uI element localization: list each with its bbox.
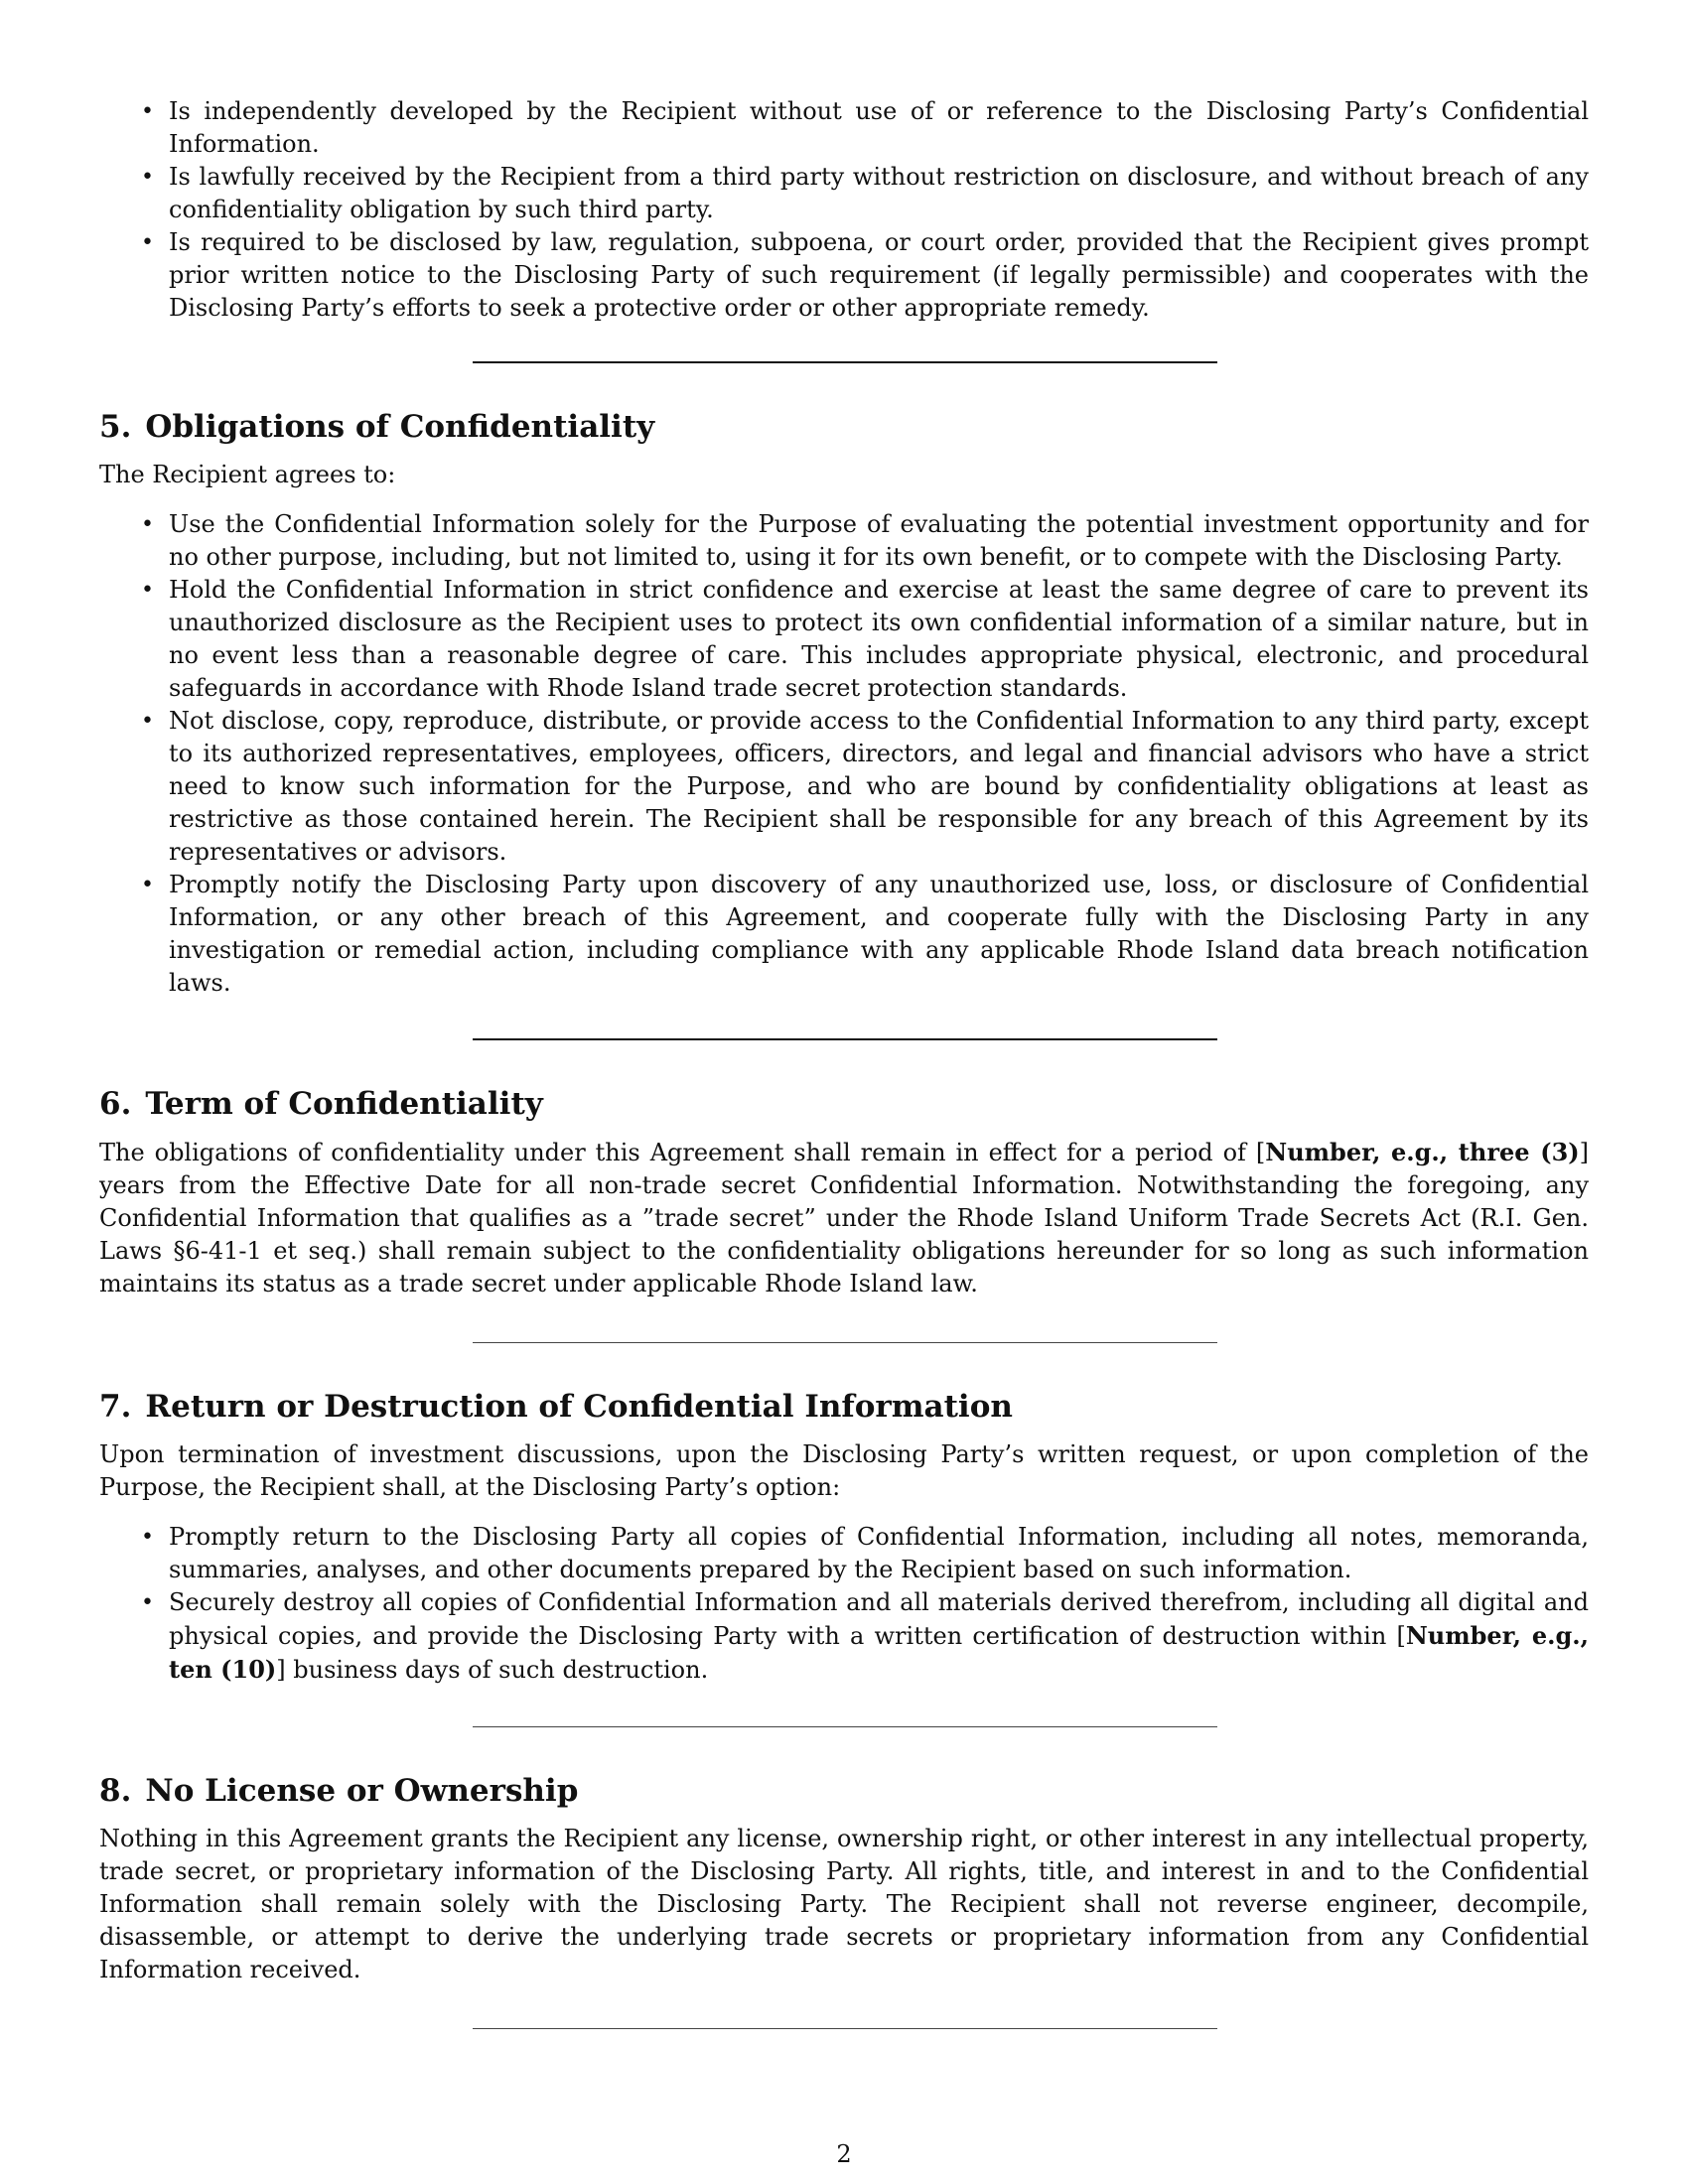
list-item-text: ] business days of such destruction. <box>276 1656 709 1684</box>
list-item: • Is lawfully received by the Recipient from a third party without restriction on disclosure, and without breach of any confidentiality obligation by such third party. <box>169 161 1589 226</box>
section-heading-8 <box>99 1771 1589 1811</box>
section-title: No License or Ownership <box>145 1773 579 1809</box>
list-item: • Is independently developed by the Recipient without use of or reference to the Disclosing Party’s Confidential Information. <box>169 95 1589 161</box>
section-divider <box>473 1038 1217 1040</box>
placeholder-term: Number, e.g., three (3) <box>1265 1138 1580 1166</box>
section-divider <box>473 2028 1217 2029</box>
placeholder-term: Number, e.g., ten (10) <box>169 1621 1589 1684</box>
list-item: • Promptly return to the Disclosing Party all copies of Confidential Information, including all notes, memoranda, summaries, analyses, and other documents prepared by the Recipient based on such information. <box>169 1521 1589 1586</box>
list-item: • Is required to be disclosed by law, regulation, subpoena, or court order, provided that the Recipient gives prompt prior written notice to the Disclosing Party of such requirement (if legally permissible) and cooperates with the Disclosing Party’s efforts to seek a protective order or other appropriate remedy. <box>169 226 1589 325</box>
section-title: Obligations of Confidentiality <box>145 409 655 445</box>
section5-intro: The Recipient agrees to: <box>99 461 396 488</box>
list-item <box>169 1586 1589 1687</box>
section6-paragraph <box>99 1136 1589 1300</box>
section-heading-6 <box>99 1084 1589 1124</box>
list-item: • Not disclose, copy, reproduce, distribute, or provide access to the Confidential Information to any third party, except to its authorized representatives, employees, officers, directors, and legal and financial advisors who have a strict need to know such information for the Purpose, and who are bound by confidentiality obligations at least as restrictive as those contained herein. The Recipient shall be responsible for any breach of this Agreement by its representatives or advisors. <box>169 705 1589 869</box>
page-number: 2 <box>836 2140 852 2168</box>
section7-bullet-list <box>99 1521 1589 1687</box>
section-divider <box>473 361 1217 363</box>
section4-bullet-list <box>99 95 1589 325</box>
section-number: 8. <box>99 1773 132 1809</box>
list-item: • Hold the Confidential Information in strict confidence and exercise at least the same degree of care to prevent its unauthorized disclosure as the Recipient uses to protect its own confidential information of a similar nature, but in no event less than a reasonable degree of care. This includes appropriate physical, electronic, and procedural safeguards in accordance with Rhode Island trade secret protection standards. <box>169 574 1589 705</box>
section-divider <box>473 1342 1217 1343</box>
document-page <box>99 95 1589 2029</box>
section-divider <box>473 1726 1217 1727</box>
paragraph-text: The obligations of confidentiality under this Agreement shall remain in effect for a period of [ <box>99 1139 1266 1166</box>
section-heading-7 <box>99 1387 1589 1427</box>
section-number: 5. <box>99 409 132 445</box>
section-title: Return or Destruction of Confidential Information <box>145 1389 1013 1425</box>
section-heading-5 <box>99 407 1589 447</box>
section-number: 7. <box>99 1389 132 1425</box>
paragraph-text: ] years from the Effective Date for all non-trade secret Confidential Information. Notwithstanding the foregoing, any Confidential Information that qualifies as a ”trade secret” under the Rhode Island Uniform Trade Secrets Act (R.I. Gen. Laws §6-41-1 et seq.) shall remain subject to the confidentiality obligations hereunder for so long as such information maintains its status as a trade secret under applicable Rhode Island law. <box>99 1139 1589 1297</box>
section5-bullet-list <box>99 508 1589 1000</box>
section8-paragraph: Nothing in this Agreement grants the Recipient any license, ownership right, or other interest in any intellectual property, trade secret, or proprietary information of the Disclosing Party. All rights, title, and interest in and to the Confidential Information shall remain solely with the Disclosing Party. The Recipient shall not reverse engineer, decompile, disassemble, or attempt to derive the underlying trade secrets or proprietary information from any Confidential Information received. <box>99 1825 1589 1983</box>
list-item-text: Securely destroy all copies of Confidential Information and all materials derived therefrom, including all digital and physical copies, and provide the Disclosing Party with a written certification of destruction within [ <box>169 1588 1589 1650</box>
list-item: • Use the Confidential Information solely for the Purpose of evaluating the potential investment opportunity and for no other purpose, including, but not limited to, using it for its own benefit, or to compete with the Disclosing Party. <box>169 508 1589 574</box>
list-item: • Promptly notify the Disclosing Party upon discovery of any unauthorized use, loss, or disclosure of Confidential Information, or any other breach of this Agreement, and cooperate fully with the Disclosing Party in any investigation or remedial action, including compliance with any applicable Rhode Island data breach notification laws. <box>169 869 1589 1000</box>
section7-intro: Upon termination of investment discussions, upon the Disclosing Party’s written request, or upon completion of the Purpose, the Recipient shall, at the Disclosing Party’s option: <box>99 1440 1589 1501</box>
section-number: 6. <box>99 1086 132 1122</box>
section-title: Term of Confidentiality <box>145 1086 543 1122</box>
